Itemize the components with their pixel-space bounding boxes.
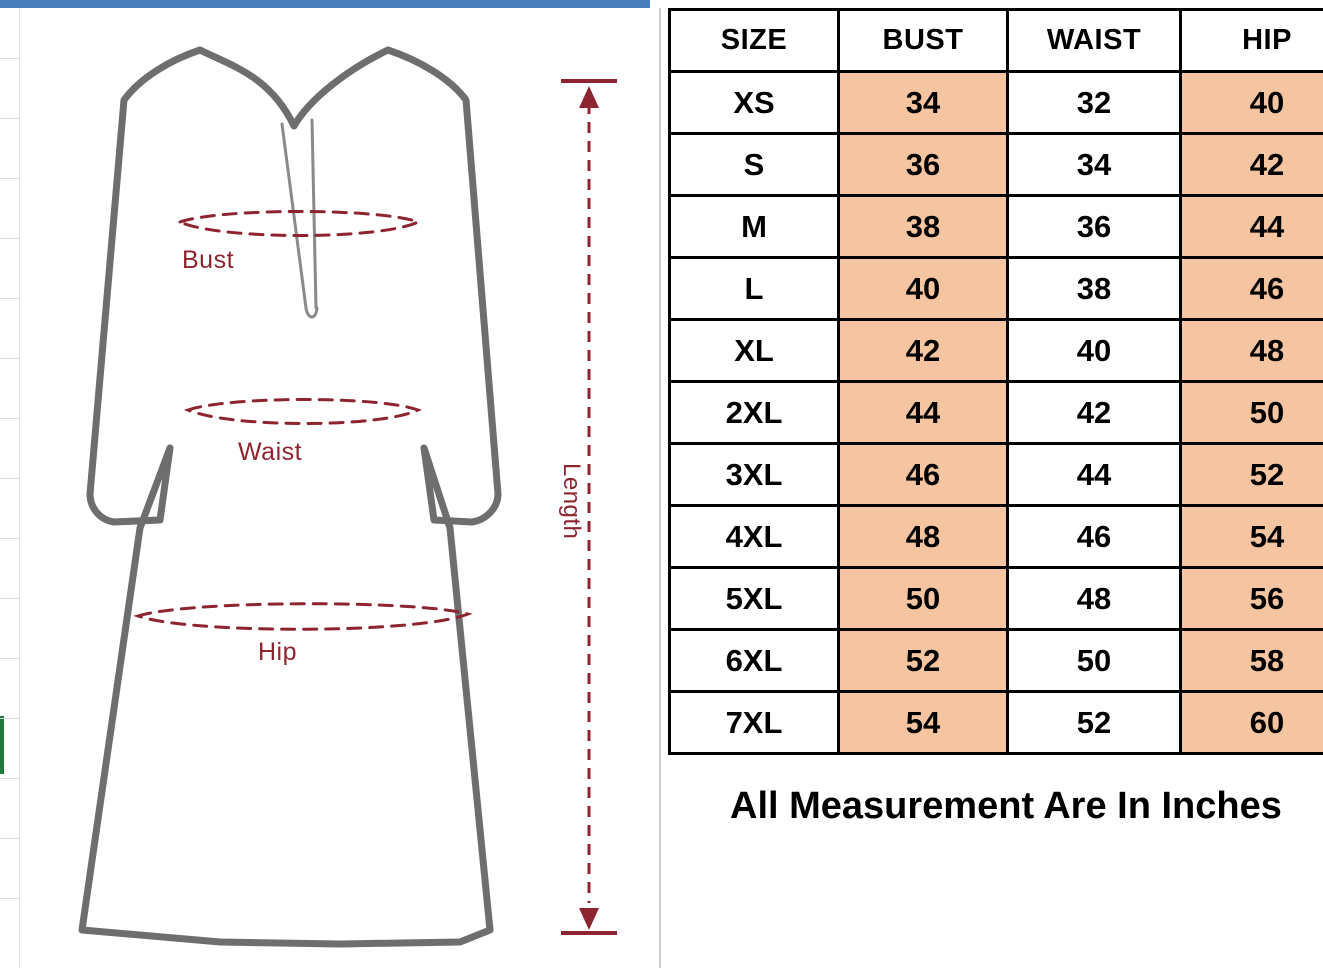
selection-strip: [0, 0, 650, 8]
table-row: [670, 258, 1323, 320]
cell-waist: 32: [1008, 72, 1181, 134]
cell-waist: 36: [1008, 196, 1181, 258]
table-row: [670, 72, 1323, 134]
cell-bust: 34: [839, 72, 1008, 134]
bust-label: Bust: [182, 246, 235, 274]
cell-hip: 58: [1181, 630, 1323, 692]
grid-line: [0, 538, 20, 539]
cell-waist: 48: [1008, 568, 1181, 630]
waist-label: Waist: [238, 438, 303, 466]
cell-waist: 34: [1008, 134, 1181, 196]
grid-line: [0, 478, 20, 479]
cell-bust: 50: [839, 568, 1008, 630]
cell-waist: 40: [1008, 320, 1181, 382]
grid-line: [0, 298, 20, 299]
grid-line: [0, 238, 20, 239]
length-arrow-down: [579, 908, 599, 930]
table-row: [670, 568, 1323, 630]
grid-line: [0, 358, 20, 359]
cell-size: L: [670, 258, 839, 320]
cell-waist: 46: [1008, 506, 1181, 568]
cell-size: 5XL: [670, 568, 839, 630]
cell-bust: 42: [839, 320, 1008, 382]
cell-waist: 38: [1008, 258, 1181, 320]
panel-divider: [659, 8, 661, 968]
cell-size: 6XL: [670, 630, 839, 692]
length-label: Length: [558, 463, 585, 540]
table-row: [670, 506, 1323, 568]
cell-waist: 52: [1008, 692, 1181, 754]
cell-size: XL: [670, 320, 839, 382]
cell-bust: 38: [839, 196, 1008, 258]
hip-label: Hip: [258, 638, 298, 666]
cell-size: S: [670, 134, 839, 196]
cell-hip: 52: [1181, 444, 1323, 506]
cell-hip: 50: [1181, 382, 1323, 444]
header-size: SIZE: [670, 10, 839, 72]
grid-line: [0, 898, 20, 899]
grid-line: [0, 418, 20, 419]
grid-line: [0, 718, 20, 719]
table-row: [670, 382, 1323, 444]
cell-bust: 48: [839, 506, 1008, 568]
table-header-row: [670, 10, 1323, 72]
grid-line: [0, 658, 20, 659]
grid-line: [0, 838, 20, 839]
measurement-units-note: All Measurement Are In Inches: [730, 785, 1282, 827]
cell-size: XS: [670, 72, 839, 134]
cell-size: 2XL: [670, 382, 839, 444]
table-row: [670, 134, 1323, 196]
grid-line: [0, 118, 20, 119]
cell-hip: 48: [1181, 320, 1323, 382]
cell-hip: 46: [1181, 258, 1323, 320]
cell-size: 4XL: [670, 506, 839, 568]
size-chart-panel: [668, 8, 1323, 755]
table-row: [670, 630, 1323, 692]
cell-waist: 50: [1008, 630, 1181, 692]
cell-selection-marker: [0, 716, 4, 774]
cell-bust: 44: [839, 382, 1008, 444]
cell-hip: 40: [1181, 72, 1323, 134]
cell-bust: 46: [839, 444, 1008, 506]
cell-bust: 52: [839, 630, 1008, 692]
cell-bust: 36: [839, 134, 1008, 196]
cell-waist: 44: [1008, 444, 1181, 506]
cell-hip: 60: [1181, 692, 1323, 754]
cell-hip: 42: [1181, 134, 1323, 196]
grid-line: [0, 178, 20, 179]
cell-bust: 40: [839, 258, 1008, 320]
cell-bust: 54: [839, 692, 1008, 754]
table-row: [670, 196, 1323, 258]
header-hip: HIP: [1181, 10, 1323, 72]
cell-size: 7XL: [670, 692, 839, 754]
length-arrow-up: [579, 86, 599, 108]
garment-illustration: [20, 8, 659, 968]
table-row: [670, 692, 1323, 754]
cell-hip: 44: [1181, 196, 1323, 258]
cell-waist: 42: [1008, 382, 1181, 444]
grid-line: [0, 58, 20, 59]
cell-size: M: [670, 196, 839, 258]
table-row: [670, 444, 1323, 506]
header-bust: BUST: [839, 10, 1008, 72]
size-chart-table: [668, 8, 1323, 755]
header-waist: WAIST: [1008, 10, 1181, 72]
grid-line: [0, 598, 20, 599]
cell-hip: 54: [1181, 506, 1323, 568]
cell-hip: 56: [1181, 568, 1323, 630]
grid-line: [0, 778, 20, 779]
table-row: [670, 320, 1323, 382]
cell-size: 3XL: [670, 444, 839, 506]
